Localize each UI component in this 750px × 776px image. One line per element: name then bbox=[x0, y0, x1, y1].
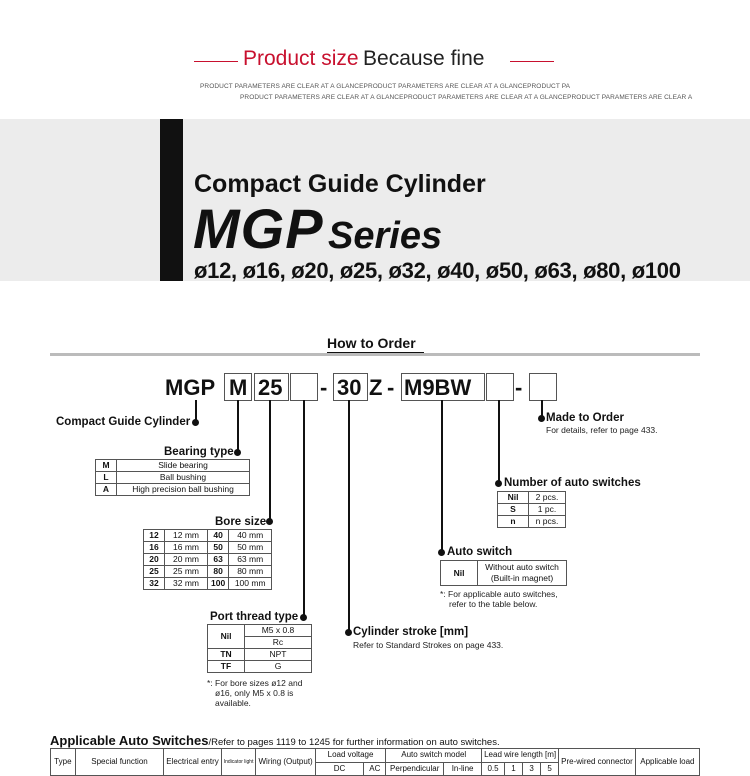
leader-dot-mto bbox=[538, 415, 545, 422]
bore-code: 80 bbox=[208, 566, 229, 578]
bore-code: 100 bbox=[208, 578, 229, 590]
title-bar-accent bbox=[160, 119, 183, 281]
series-word: Series bbox=[328, 215, 443, 257]
table-row bbox=[208, 649, 312, 661]
port-desc: Rc bbox=[245, 637, 312, 649]
table-row bbox=[144, 542, 272, 554]
auto-switch-note-2: refer to the table below. bbox=[449, 599, 538, 609]
product-line1: Compact Guide Cylinder bbox=[194, 170, 486, 198]
stroke-title: Cylinder stroke [mm] bbox=[353, 626, 469, 638]
leader-switch bbox=[441, 400, 443, 553]
col-prewired: Pre-wired connector bbox=[559, 749, 636, 776]
switch-code: Nil bbox=[441, 561, 478, 586]
col-lead-3: 3 bbox=[523, 762, 541, 776]
table-row bbox=[498, 504, 566, 516]
table-row bbox=[144, 578, 272, 590]
bore-size: 40 mm bbox=[229, 530, 272, 542]
bearing-desc: Ball bushing bbox=[117, 472, 250, 484]
table-header-row bbox=[51, 749, 700, 763]
num-switches-table bbox=[497, 491, 566, 528]
count-code: n bbox=[498, 516, 529, 528]
bore-size: 50 mm bbox=[229, 542, 272, 554]
bearing-code: L bbox=[96, 472, 117, 484]
port-table bbox=[207, 624, 312, 673]
table-row bbox=[498, 492, 566, 504]
bore-code: 16 bbox=[144, 542, 165, 554]
bore-size: 63 mm bbox=[229, 554, 272, 566]
bore-title: Bore size bbox=[215, 516, 267, 528]
bore-size: 100 mm bbox=[229, 578, 272, 590]
code-z: Z bbox=[369, 375, 383, 400]
code-switch: M9BW bbox=[404, 375, 472, 400]
leader-dot-compact bbox=[192, 419, 199, 426]
bore-code: 25 bbox=[144, 566, 165, 578]
bearing-desc: Slide bearing bbox=[117, 460, 250, 472]
bore-size: 20 mm bbox=[165, 554, 208, 566]
leader-dot-bore bbox=[266, 518, 273, 525]
table-row bbox=[144, 554, 272, 566]
leader-dot-bearing bbox=[234, 449, 241, 456]
code-mto-box bbox=[529, 373, 557, 401]
count-code: Nil bbox=[498, 492, 529, 504]
count-desc: 1 pc. bbox=[529, 504, 566, 516]
col-electrical: Electrical entry bbox=[164, 749, 221, 776]
compact-label: Compact Guide Cylinder bbox=[56, 416, 191, 428]
leader-dot-switch bbox=[438, 549, 445, 556]
code-dash2: - bbox=[387, 375, 395, 400]
leader-bearing bbox=[237, 400, 239, 452]
port-code: TN bbox=[208, 649, 245, 661]
port-note-1: *: For bore sizes ø12 and bbox=[207, 678, 303, 688]
auto-switch-table bbox=[440, 560, 567, 586]
bore-size: 25 mm bbox=[165, 566, 208, 578]
bore-code: 63 bbox=[208, 554, 229, 566]
leader-port bbox=[303, 400, 305, 617]
applicable-title: Applicable Auto Switches bbox=[50, 733, 209, 748]
switch-desc-line2: (Built-in magnet) bbox=[490, 573, 554, 583]
count-desc: 2 pcs. bbox=[529, 492, 566, 504]
code-bearing: M bbox=[229, 375, 248, 400]
bore-table bbox=[143, 529, 272, 590]
code-port-box bbox=[290, 373, 318, 401]
leader-count bbox=[498, 400, 500, 484]
bore-size: 32 mm bbox=[165, 578, 208, 590]
port-note-3: available. bbox=[215, 698, 251, 708]
bearing-title: Bearing type bbox=[164, 446, 234, 458]
col-inline: In-line bbox=[444, 762, 482, 776]
switch-desc bbox=[478, 561, 567, 586]
col-perpendicular: Perpendicular bbox=[386, 762, 444, 776]
code-stroke: 30 bbox=[337, 375, 362, 400]
col-auto-model: Auto switch model bbox=[386, 749, 482, 763]
header-subtitle-2: PRODUCT PARAMETERS ARE CLEAR AT A GLANCEPRODUCT PARAMETERS ARE CLEAR AT A GLANCEPRODUCT PARAMETERS ARE CLEAR A bbox=[240, 94, 693, 101]
num-switches-title: Number of auto switches bbox=[504, 477, 641, 489]
port-note-2: ø16, only M5 x 0.8 is bbox=[215, 688, 294, 698]
header-title bbox=[243, 47, 484, 71]
table-row bbox=[208, 625, 312, 637]
col-ac: AC bbox=[364, 762, 386, 776]
port-code: TF bbox=[208, 661, 245, 673]
col-lead-05: 0.5 bbox=[482, 762, 505, 776]
header-subtitle-1: PRODUCT PARAMETERS ARE CLEAR AT A GLANCEPRODUCT PARAMETERS ARE CLEAR AT A GLANCEPRODUCT PA bbox=[200, 83, 571, 90]
leader-dot-stroke bbox=[345, 629, 352, 636]
table-row bbox=[96, 472, 250, 484]
count-desc: n pcs. bbox=[529, 516, 566, 528]
col-applicable-load: Applicable load bbox=[635, 749, 699, 776]
applicable-subtitle: /Refer to pages 1119 to 1245 for further information on auto switches. bbox=[208, 737, 500, 748]
leader-stroke bbox=[348, 400, 350, 632]
bore-code: 20 bbox=[144, 554, 165, 566]
port-code: Nil bbox=[208, 625, 245, 649]
table-row bbox=[498, 516, 566, 528]
port-desc: M5 x 0.8 bbox=[245, 625, 312, 637]
leader-compact bbox=[195, 400, 197, 420]
header-title-black: Because fine bbox=[363, 47, 485, 70]
bore-size: 16 mm bbox=[165, 542, 208, 554]
col-load-voltage: Load voltage bbox=[315, 749, 386, 763]
switch-desc-line1: Without auto switch bbox=[485, 562, 559, 572]
mto-title: Made to Order bbox=[546, 412, 624, 424]
table-row bbox=[144, 530, 272, 542]
bore-list: ø12, ø16, ø20, ø25, ø32, ø40, ø50, ø63, ø80, ø100 bbox=[194, 258, 681, 283]
table-row bbox=[441, 561, 567, 586]
col-type: Type bbox=[51, 749, 76, 776]
bore-code: 40 bbox=[208, 530, 229, 542]
bearing-table bbox=[95, 459, 250, 496]
col-lead-1: 1 bbox=[504, 762, 522, 776]
bore-code: 32 bbox=[144, 578, 165, 590]
auto-switch-title: Auto switch bbox=[447, 546, 513, 558]
bore-code: 50 bbox=[208, 542, 229, 554]
table-row bbox=[96, 460, 250, 472]
port-desc: NPT bbox=[245, 649, 312, 661]
mto-note: For details, refer to page 433. bbox=[546, 425, 658, 435]
header-line-right bbox=[510, 61, 554, 62]
col-indicator: Indicator light bbox=[221, 749, 256, 776]
col-dc: DC bbox=[315, 762, 364, 776]
port-desc: G bbox=[245, 661, 312, 673]
bearing-code: M bbox=[96, 460, 117, 472]
code-bore: 25 bbox=[258, 375, 283, 400]
table-row bbox=[96, 484, 250, 496]
stroke-note: Refer to Standard Strokes on page 433. bbox=[353, 640, 504, 650]
how-to-order-heading: How to Order bbox=[327, 335, 416, 351]
section-rule bbox=[50, 353, 700, 356]
port-title: Port thread type bbox=[210, 611, 299, 623]
bearing-code: A bbox=[96, 484, 117, 496]
col-lead: Lead wire length [m] bbox=[482, 749, 559, 763]
code-dash1: - bbox=[320, 375, 328, 400]
col-wiring: Wiring (Output) bbox=[256, 749, 315, 776]
table-row bbox=[208, 661, 312, 673]
bore-size: 80 mm bbox=[229, 566, 272, 578]
series-code: MGP bbox=[193, 197, 324, 260]
table-row bbox=[144, 566, 272, 578]
bearing-desc: High precision ball bushing bbox=[117, 484, 250, 496]
bore-size: 12 mm bbox=[165, 530, 208, 542]
col-special: Special function bbox=[75, 749, 164, 776]
product-series bbox=[193, 196, 442, 261]
header-line-left bbox=[194, 61, 238, 62]
bore-code: 12 bbox=[144, 530, 165, 542]
code-dash3: - bbox=[515, 375, 523, 400]
leader-dot-count bbox=[495, 480, 502, 487]
leader-dot-port bbox=[300, 614, 307, 621]
col-lead-5: 5 bbox=[541, 762, 559, 776]
leader-bore bbox=[269, 400, 271, 522]
code-prefix: MGP bbox=[165, 375, 216, 400]
header-title-red: Product size bbox=[243, 47, 359, 70]
auto-switch-note-1: *: For applicable auto switches, bbox=[440, 589, 558, 599]
count-code: S bbox=[498, 504, 529, 516]
code-count-box bbox=[486, 373, 514, 401]
